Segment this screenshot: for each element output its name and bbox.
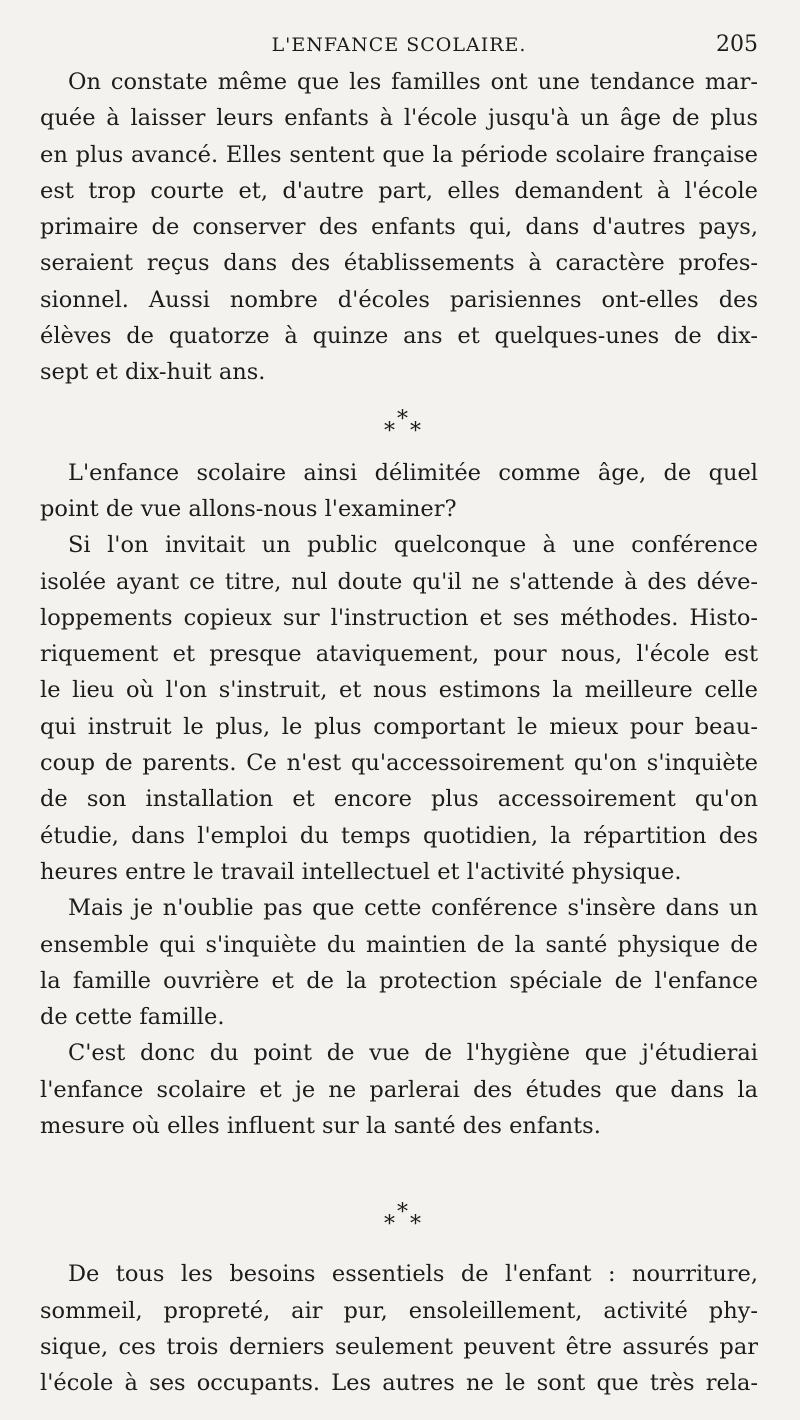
paragraph-viewpoint — [40, 455, 758, 528]
paragraph-needs — [40, 1256, 758, 1401]
text-line: sionnel. Aussi nombre d'écoles parisiennes ont-elles des — [40, 286, 758, 313]
text-line: seraient reçus dans des établissements à caractère profes- — [40, 250, 758, 277]
asterisk: * — [397, 406, 408, 432]
text-line: l'enfance scolaire et je ne parlerai des études que dans la — [40, 1076, 758, 1103]
paragraph-families — [40, 64, 758, 391]
text-line: de son installation et encore plus accessoirement qu'on — [40, 786, 758, 813]
text-line: loppements copieux sur l'instruction et ses méthodes. Histo- — [40, 604, 758, 631]
text-line: sommeil, propreté, air pur, ensoleillement, activité phy- — [40, 1297, 758, 1324]
text-line: mesure où elles influent sur la santé des enfants. — [40, 1113, 601, 1140]
text-line: isolée ayant ce titre, nul doute qu'il ne s'attende à des déve- — [40, 568, 758, 595]
page-number: 205 — [716, 32, 758, 57]
text-line: élèves de quatorze à quinze ans et quelques-unes de dix- — [40, 323, 758, 350]
text-line: ensemble qui s'inquiète du maintien de la santé physique de — [40, 931, 758, 958]
text-line: en plus avancé. Elles sentent que la période scolaire française — [40, 141, 758, 168]
asterisk: * — [410, 418, 421, 444]
paragraph-instruction — [40, 527, 758, 890]
text-line: De tous les besoins essentiels de l'enfant : nourriture, — [68, 1261, 758, 1288]
text-line: la famille ouvrière et de la protection spéciale de l'enfance — [40, 967, 758, 994]
text-line: C'est donc du point de vue de l'hygiène que j'étudierai — [68, 1040, 758, 1067]
paragraph-hygiene — [40, 1035, 758, 1144]
asterisk: * — [384, 1212, 395, 1238]
text-line: riquement et presque ataviquement, pour nous, l'école est — [40, 641, 758, 668]
text-line: On constate même que les familles ont une tendance mar- — [68, 69, 758, 95]
spacer — [40, 1144, 758, 1196]
asterisk: * — [397, 1200, 408, 1226]
text-line: point de vue allons-nous l'examiner? — [40, 495, 457, 522]
text-line: le lieu où l'on s'instruit, et nous estimons la meilleure celle — [40, 677, 758, 704]
text-line: coup de parents. Ce n'est qu'accessoirement qu'on s'inquiète — [40, 750, 758, 777]
text-line: sique, ces trois derniers seulement peuvent être assurés par — [40, 1333, 758, 1360]
asterisk: * — [384, 418, 395, 444]
text-line: L'enfance scolaire ainsi délimitée comme âge, de quel — [68, 459, 758, 486]
text-line: l'école à ses occupants. Les autres ne le sont que très rela- — [40, 1370, 758, 1397]
paragraph-health — [40, 890, 758, 1035]
asterism-divider — [40, 1196, 758, 1256]
text-line: qui instruit le plus, le plus comportant le mieux pour beau- — [40, 713, 758, 740]
text-line: primaire de conserver des enfants qui, dans d'autres pays, — [40, 214, 758, 241]
running-head — [40, 24, 758, 64]
text-line: est trop courte et, d'autre part, elles demandent à l'école — [40, 177, 758, 204]
asterism-divider — [40, 391, 758, 455]
text-line: sept et dix-huit ans. — [40, 359, 266, 386]
text-line: de cette famille. — [40, 1004, 225, 1031]
text-line: étudie, dans l'emploi du temps quotidien, la répartition des — [40, 822, 758, 849]
text-line: quée à laisser leurs enfants à l'école jusqu'à un âge de plus — [40, 105, 758, 132]
text-line: heures entre le travail intellectuel et l'activité physique. — [40, 858, 682, 885]
text-line: Si l'on invitait un public quelconque à une conférence — [68, 532, 758, 559]
text-line: Mais je n'oublie pas que cette conférence s'insère dans un — [68, 895, 758, 922]
asterisk: * — [410, 1212, 421, 1238]
running-title: L'ENFANCE SCOLAIRE. — [271, 34, 527, 56]
